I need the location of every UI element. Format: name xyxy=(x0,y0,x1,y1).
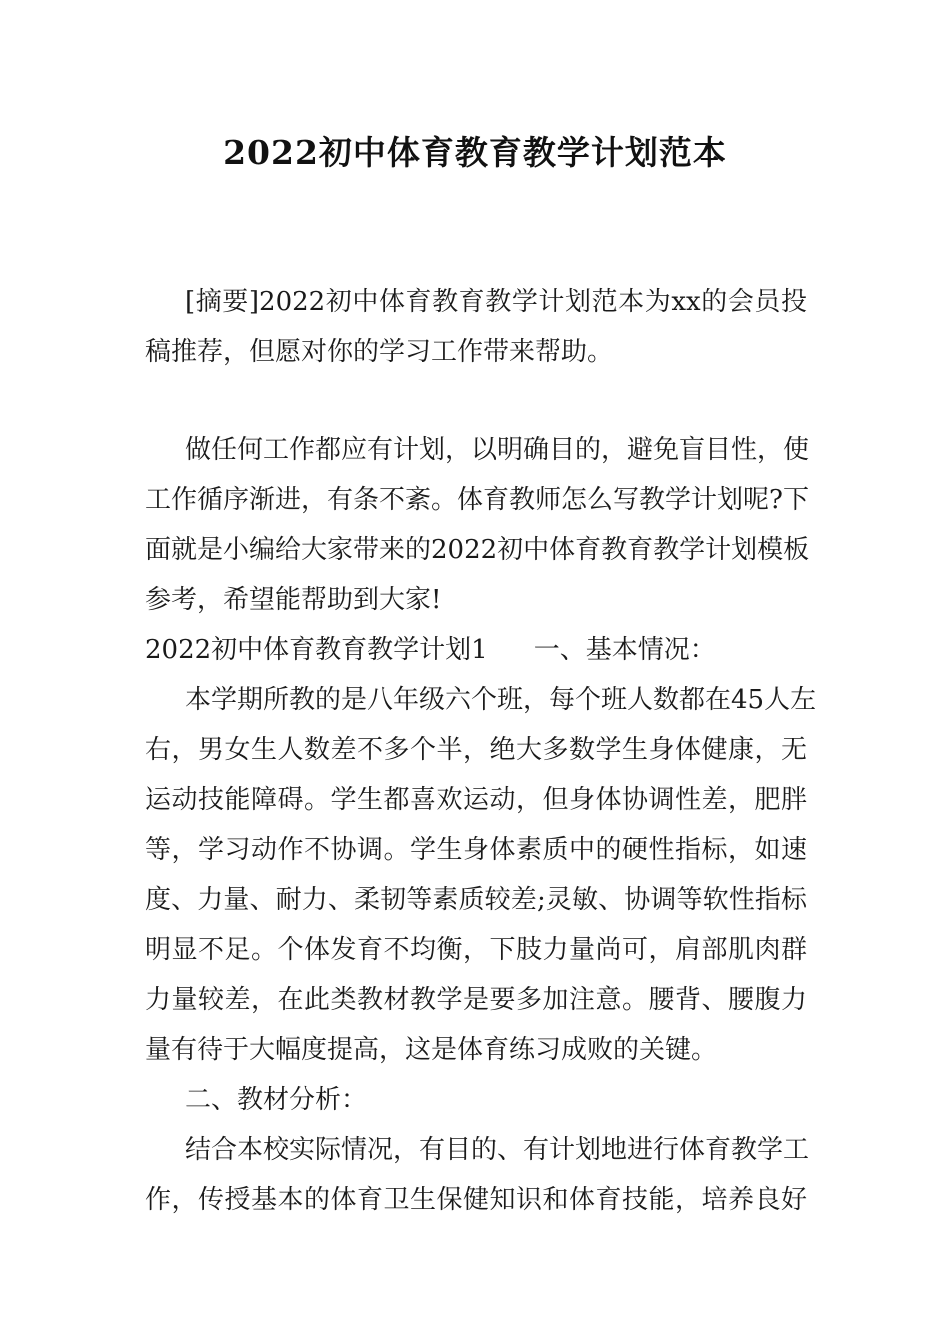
paragraph-line: 本学期所教的是八年级六个班，每个班人数都在45人左 xyxy=(185,685,817,715)
abstract-line: 稿推荐，但愿对你的学习工作带来帮助。 xyxy=(145,337,614,367)
section-heading-basic: 一、基本情况： xyxy=(533,635,716,665)
intro-line: 参考，希望能帮助到大家! xyxy=(145,585,442,615)
intro-line: 工作循序渐进，有条不紊。体育教师怎么写教学计划呢?下 xyxy=(145,485,809,515)
plan-heading-line xyxy=(145,630,807,670)
paragraph-line: 力量较差，在此类教材教学是要多加注意。腰背、腰腹力 xyxy=(145,985,807,1015)
paragraph-line: 量有待于大幅度提高，这是体育练习成败的关键。 xyxy=(145,1035,718,1065)
intro-line: 面就是小编给大家带来的2022初中体育教育教学计划模板 xyxy=(145,535,810,565)
paragraph-line: 明显不足。个体发育不均衡，下肢力量尚可，肩部肌肉群 xyxy=(145,935,807,965)
paragraph-line: 结合本校实际情况，有目的、有计划地进行体育教学工 xyxy=(185,1135,810,1165)
paragraph-line: 度、力量、耐力、柔韧等素质较差;灵敏、协调等软性指标 xyxy=(145,885,807,915)
paragraph-line: 运动技能障碍。学生都喜欢运动，但身体协调性差，肥胖 xyxy=(145,785,807,815)
paragraph-line: 作，传授基本的体育卫生保健知识和体育技能，培养良好 xyxy=(145,1185,807,1215)
plan-title: 2022初中体育教育教学计划1 xyxy=(145,635,488,665)
document-title: 2022初中体育教育教学计划范本 xyxy=(223,133,727,172)
paragraph-line: 等，学习动作不协调。学生身体素质中的硬性指标，如速 xyxy=(145,835,807,865)
intro-line: 做任何工作都应有计划，以明确目的，避免盲目性，使 xyxy=(185,435,810,465)
abstract-line: [摘要]2022初中体育教育教学计划范本为xx的会员投 xyxy=(185,287,807,317)
section-heading-materials: 二、教材分析： xyxy=(185,1085,368,1115)
paragraph-line: 右，男女生人数差不多个半，绝大多数学生身体健康，无 xyxy=(145,735,807,765)
